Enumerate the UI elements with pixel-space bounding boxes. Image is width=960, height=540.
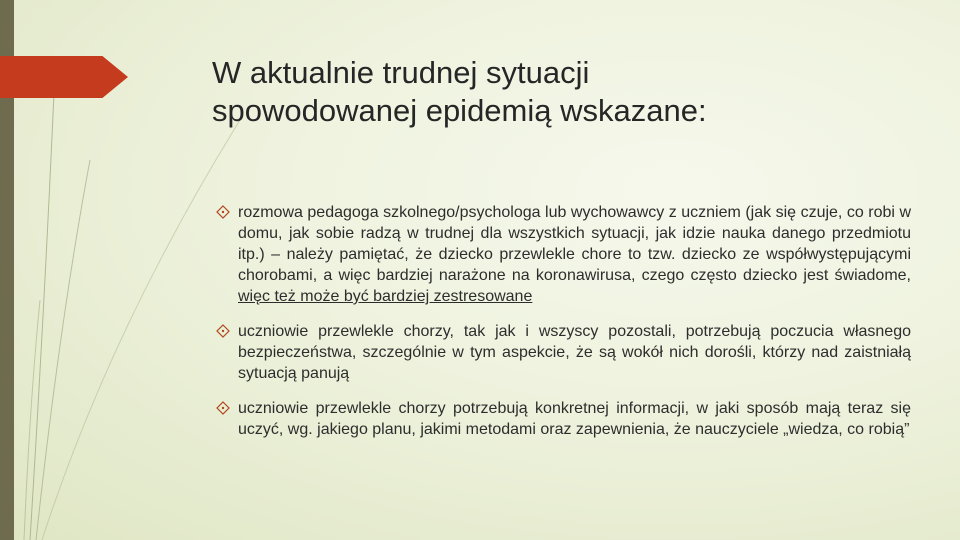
bullet-text-2: uczniowie przewlekle chorzy, tak jak i wszyscy pozostali, potrzebują poczucia własnego bezpieczeństwa, szczególnie w tym aspekcie, że są wokół nich dorośli, którzy nad zaistniałą sytuacją panują xyxy=(238,323,911,382)
title-line-1: W aktualnie trudnej sytuacji xyxy=(212,55,590,90)
bullet-item-1 xyxy=(214,202,911,307)
title-line-2: spowodowanej epidemią wskazane: xyxy=(212,93,707,128)
bullet-text-1: rozmowa pedagoga szkolnego/psychologa lub wychowawcy z uczniem (jak się czuje, co robi w domu, jak sobie radzą w trudnej dla wszystkich sytuacji, jak idzie nauka danego przedmiotu itp.) – należy pamiętać, że dziecko przewlekle chore to tzw. dziecko ze współwystępującymi chorobami, a więc bardziej narażone na koronawirusa, czego często dziecko jest świadome, xyxy=(238,204,911,284)
title-accent-arrow xyxy=(0,56,128,98)
bullet-text-1-underlined: więc też może być bardziej zestresowane xyxy=(238,288,533,305)
bullet-item-3 xyxy=(214,398,911,440)
bullet-item-2 xyxy=(214,321,911,384)
bullet-text-3: uczniowie przewlekle chorzy potrzebują konkretnej informacji, w jaki sposób mają teraz się uczyć, wg. jakiego planu, jakimi metodami oraz zapewnienia, że nauczyciele „wiedza, co robią” xyxy=(238,400,911,438)
diamond-outline-icon xyxy=(216,401,230,415)
diamond-outline-icon xyxy=(216,205,230,219)
slide-title xyxy=(212,54,912,130)
bullet-list xyxy=(214,202,911,440)
diamond-outline-icon xyxy=(216,324,230,338)
